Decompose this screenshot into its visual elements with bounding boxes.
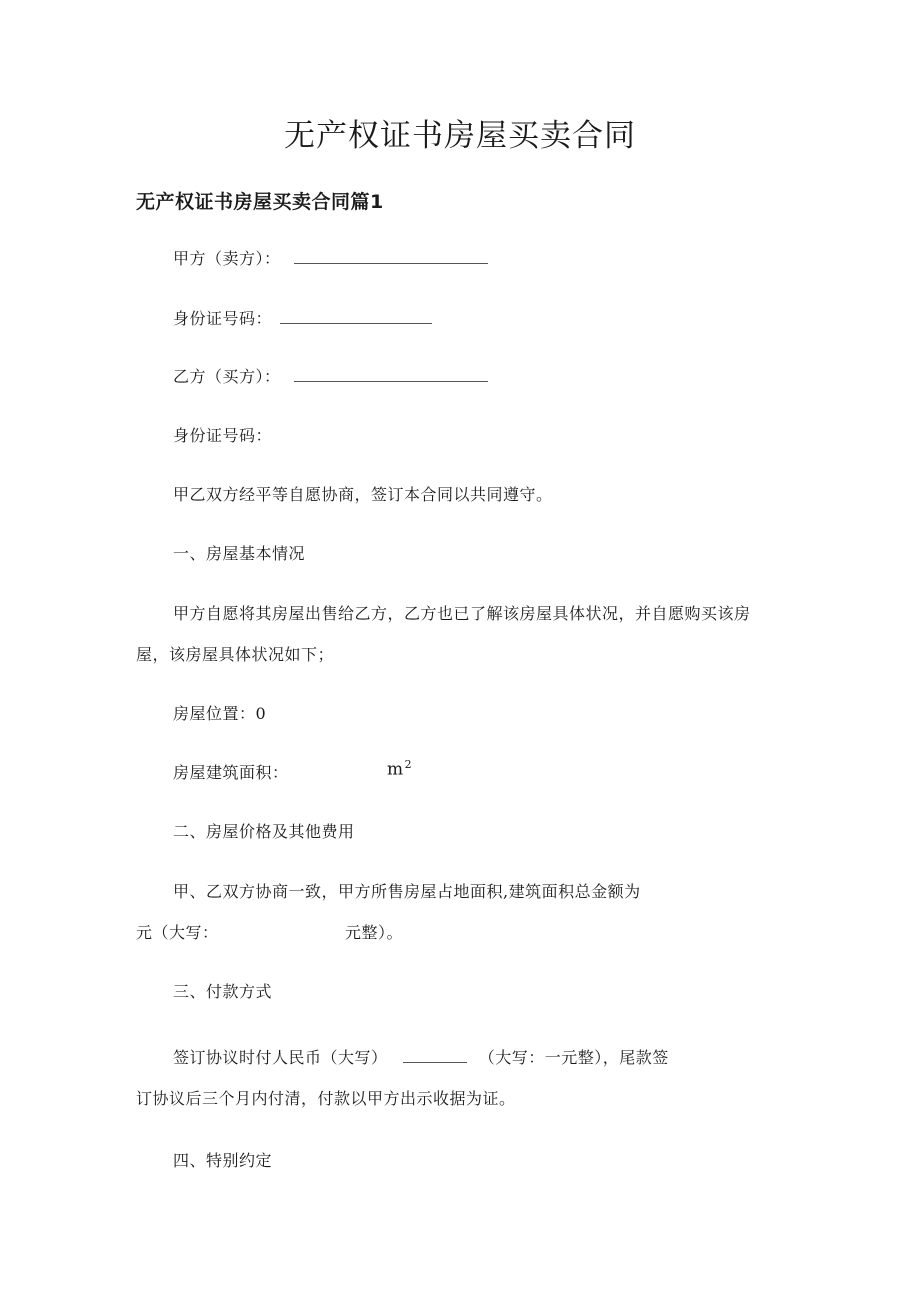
house-location-line: 房屋位置：0 <box>173 704 267 723</box>
intro-paragraph: 甲乙双方经平等自愿协商，签订本合同以共同遵守。 <box>173 485 553 504</box>
document-title: 无产权证书房屋买卖合同 <box>284 118 636 154</box>
party-b-id-label: 身份证号码： <box>173 426 273 445</box>
house-area-label: 房屋建筑面积： <box>173 763 289 782</box>
party-b-label: 乙方（买方）： <box>173 367 281 386</box>
section-3-line-1a: 签订协议时付人民币（大写） <box>173 1048 388 1067</box>
house-area-line <box>173 760 289 783</box>
section-3-heading: 三、付款方式 <box>173 982 273 1001</box>
section-2-heading: 二、房屋价格及其他费用 <box>173 822 355 841</box>
party-b-line <box>173 364 488 387</box>
area-unit-sup: 2 <box>404 758 413 771</box>
party-b-blank <box>294 367 488 382</box>
party-a-id-blank <box>280 309 432 324</box>
section-2-line-2a: 元（大写： <box>136 923 219 942</box>
section-4-heading: 四、特别约定 <box>173 1151 273 1170</box>
section-3-line-2: 订协议后三个月内付清，付款以甲方出示收据为证。 <box>136 1089 516 1108</box>
section-3-line-1b: （大写：一元整），尾款签 <box>478 1048 669 1067</box>
section-2-line-2b: 元整）。 <box>345 923 404 942</box>
section-1-paragraph-line-2: 屋，该房屋具体状况如下； <box>136 645 335 664</box>
section-3-line-1 <box>173 1045 669 1068</box>
party-a-line <box>173 246 488 269</box>
section-1-paragraph-line-1: 甲方自愿将其房屋出售给乙方，乙方也已了解该房屋具体状况，并自愿购买该房 <box>173 604 751 623</box>
area-unit <box>387 758 412 779</box>
section-1-heading: 一、房屋基本情况 <box>173 544 306 563</box>
section-heading: 无产权证书房屋买卖合同篇1 <box>136 191 384 213</box>
party-a-id-label: 身份证号码： <box>173 309 273 328</box>
section-2-line-1: 甲、乙双方协商一致，甲方所售房屋占地面积,建筑面积总金额为 <box>173 882 641 901</box>
party-a-label: 甲方（卖方）： <box>173 249 281 268</box>
party-a-blank <box>294 249 488 264</box>
area-unit-m: m <box>387 759 404 780</box>
party-b-id-line <box>173 423 272 446</box>
payment-amount-blank <box>403 1048 467 1063</box>
party-a-id-line <box>173 306 432 329</box>
